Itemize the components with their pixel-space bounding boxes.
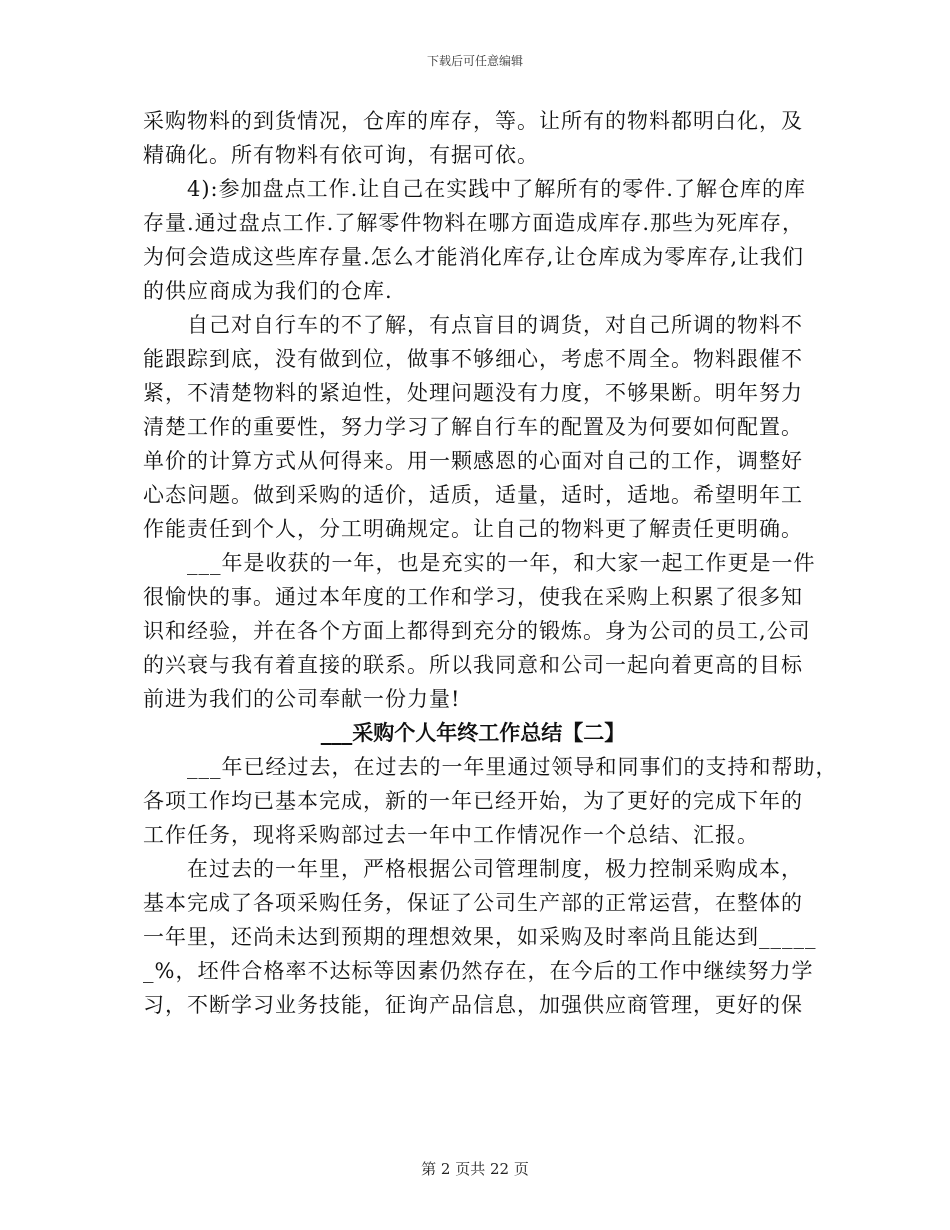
text-line: 采购物料的到货情况，仓库的库存，等。让所有的物料都明白化，及 [143, 109, 803, 133]
text-line: 紧，不清楚物料的紧迫性，处理问题没有力度，不够果断。明年努力 [143, 381, 803, 405]
text-line: 很愉快的事。通过本年度的工作和学习，使我在采购上积累了很多知 [143, 585, 803, 609]
text-line: 心态问题。做到采购的适价，适质，适量，适时，适地。希望明年工 [143, 483, 803, 507]
text-line: 一年里，还尚未达到预期的理想效果，如采购及时率尚且能达到_____ [143, 925, 817, 949]
paragraph-block-1 [143, 104, 823, 716]
text-line: 单价的计算方式从何得来。用一颗感恩的心面对自己的工作，调整好 [143, 449, 803, 473]
text-line: 基本完成了各项采购任务，保证了公司生产部的正常运营，在整体的 [143, 891, 803, 915]
text-line: 精确化。所有物料有依可询，有据可依。 [143, 143, 539, 167]
text-line: ___年是收获的一年，也是充实的一年，和大家一起工作更是一件 [187, 551, 816, 575]
text-line: 的兴衰与我有着直接的联系。所以我同意和公司一起向着更高的目标 [143, 653, 803, 677]
document-body [143, 104, 838, 1022]
paragraph-block-2 [143, 750, 838, 1022]
text-line: 作能责任到个人，分工明确规定。让自己的物料更了解责任更明确。 [143, 517, 803, 541]
text-line: 为何会造成这些库存量.怎么才能消化库存,让仓库成为零库存,让我们 [143, 245, 805, 269]
text-line: 4):参加盘点工作.让自己在实践中了解所有的零件.了解仓库的库 [187, 177, 806, 201]
text-line: 识和经验，并在各个方面上都得到充分的锻炼。身为公司的员工,公司 [143, 619, 811, 643]
text-line: 前进为我们的公司奉献一份力量! [143, 687, 461, 711]
text-line: 能跟踪到底，没有做到位，做事不够细心，考虑不周全。物料跟催不 [143, 347, 803, 371]
text-line: 清楚工作的重要性，努力学习了解自行车的配置及为何要如何配置。 [143, 415, 803, 439]
page-footer: 第 2 页共 22 页 [421, 1160, 529, 1178]
text-line: ___年已经过去，在过去的一年里通过领导和同事们的支持和帮助， [187, 755, 838, 779]
text-line: _%，坯件合格率不达标等因素仍然存在，在今后的工作中继续努力学 [143, 959, 814, 983]
text-line: 各项工作均已基本完成，新的一年已经开始，为了更好的完成下年的 [143, 789, 803, 813]
text-line: 存量.通过盘点工作.了解零件物料在哪方面造成库存.那些为死库存， [143, 211, 805, 235]
text-line: 工作任务，现将采购部过去一年中工作情况作一个总结、汇报。 [143, 823, 759, 847]
text-line: 自己对自行车的不了解，有点盲目的调货，对自己所调的物料不 [187, 313, 803, 337]
section-title: ___采购个人年终工作总结【二】 [320, 720, 626, 745]
text-line: 的供应商成为我们的仓库. [143, 279, 393, 303]
page-header: 下载后可任意编辑 [426, 54, 523, 68]
text-line: 在过去的一年里，严格根据公司管理制度，极力控制采购成本， [187, 857, 803, 881]
text-line: 习，不断学习业务技能，征询产品信息，加强供应商管理，更好的保 [143, 993, 803, 1017]
